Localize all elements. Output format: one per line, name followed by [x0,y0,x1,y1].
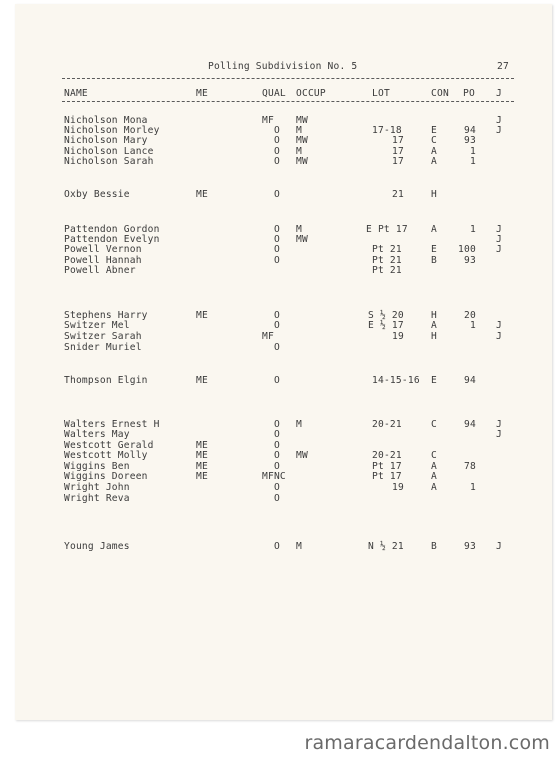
cell-name: Powell Abner [64,265,136,276]
cell-name: Westcott Gerald [64,440,154,451]
cell-lot: E ½ 17 [368,320,404,331]
cell-con: A [431,482,437,493]
cell-qual: O [274,461,280,472]
cell-con: E [431,125,437,136]
cell-name: Nicholson Mona [64,115,148,126]
cell-name: Wright Reva [64,493,130,504]
column-header-name: NAME [64,88,88,99]
cell-po: 78 [464,461,476,472]
cell-name: Snider Muriel [64,342,142,353]
cell-name: Switzer Sarah [64,331,142,342]
cell-occup: MW [296,135,308,146]
cell-qual: O [274,224,280,235]
cell-occup: M [296,146,302,157]
cell-qual: O [274,125,280,136]
cell-me: ME [196,450,208,461]
cell-occup: M [296,224,302,235]
cell-qual: O [274,440,280,451]
cell-occup: MW [296,234,308,245]
cell-me: ME [196,440,208,451]
cell-qual: O [274,541,280,552]
cell-occup: M [296,541,302,552]
cell-lot: 17 [392,135,404,146]
cell-po: 100 [458,244,476,255]
cell-name: Nicholson Sarah [64,156,154,167]
cell-po: 1 [470,224,476,235]
cell-qual: O [274,429,280,440]
cell-lot: Pt 21 [372,265,402,276]
cell-name: Wright John [64,482,130,493]
cell-qual: O [274,450,280,461]
cell-po: 94 [464,419,476,430]
cell-name: Oxby Bessie [64,189,130,200]
cell-lot: 17 [392,156,404,167]
cell-qual: O [274,342,280,353]
cell-j: J [496,244,502,255]
cell-con: C [431,450,437,461]
cell-name: Thompson Elgin [64,375,148,386]
header-top-rule [62,78,514,79]
cell-j: J [496,331,502,342]
table-row [0,376,558,387]
cell-qual: O [274,493,280,504]
cell-qual: O [274,375,280,386]
column-header-qual: QUAL [262,88,286,99]
cell-po: 94 [464,375,476,386]
header-bottom-rule [62,101,514,102]
cell-name: Switzer Mel [64,320,130,331]
cell-po: 93 [464,255,476,266]
column-header-j: J [496,88,502,99]
cell-name: Nicholson Mary [64,135,148,146]
cell-con: B [431,541,437,552]
cell-qual: MF [262,331,274,342]
table-row [0,157,558,168]
cell-po: 93 [464,541,476,552]
cell-con: A [431,224,437,235]
cell-name: Walters Ernest H [64,419,160,430]
cell-name: Wiggins Ben [64,461,130,472]
cell-lot: Pt 21 [372,244,402,255]
cell-j: J [496,125,502,136]
cell-me: ME [196,375,208,386]
cell-qual: O [274,156,280,167]
cell-con: B [431,255,437,266]
cell-j: J [496,419,502,430]
cell-po: 1 [470,146,476,157]
cell-me: ME [196,189,208,200]
cell-con: C [431,419,437,430]
cell-j: J [496,429,502,440]
cell-occup: MW [296,156,308,167]
table-row [0,494,558,505]
cell-qual: O [274,244,280,255]
cell-con: A [431,156,437,167]
cell-lot: 20-21 [372,450,402,461]
cell-qual: O [274,310,280,321]
cell-me: ME [196,461,208,472]
cell-qual: O [274,320,280,331]
cell-con: E [431,375,437,386]
cell-qual: O [274,255,280,266]
cell-lot: Pt 21 [372,255,402,266]
table-row [0,343,558,354]
cell-con: H [431,189,437,200]
cell-name: Nicholson Morley [64,125,160,136]
cell-name: Walters May [64,429,130,440]
cell-lot: N ½ 21 [368,541,404,552]
cell-name: Nicholson Lance [64,146,154,157]
cell-lot: 19 [392,482,404,493]
cell-occup: MW [296,115,308,126]
cell-lot: Pt 17 [372,471,402,482]
cell-j: J [496,541,502,552]
cell-lot: 17-18 [372,125,402,136]
cell-me: ME [196,310,208,321]
cell-qual: O [274,419,280,430]
cell-lot: 20-21 [372,419,402,430]
cell-j: J [496,234,502,245]
document-page [15,4,552,720]
cell-qual: O [274,482,280,493]
cell-po: 1 [470,156,476,167]
cell-occup: M [296,125,302,136]
cell-con: H [431,331,437,342]
column-header-occup: OCCUP [296,88,326,99]
cell-lot: 21 [392,189,404,200]
cell-qual: O [274,234,280,245]
cell-con: E [431,244,437,255]
column-header-po: PO [463,88,475,99]
cell-j: J [496,224,502,235]
column-header-con: CON [431,88,449,99]
cell-po: 1 [470,482,476,493]
cell-qual: MF [262,115,274,126]
page-title: Polling Subdivision No. 5 [208,61,358,72]
cell-name: Westcott Molly [64,450,148,461]
cell-lot: Pt 17 [372,461,402,472]
cell-lot: 17 [392,146,404,157]
cell-name: Stephens Harry [64,310,148,321]
cell-con: A [431,461,437,472]
table-row [0,266,558,277]
cell-qual: MFNC [262,471,286,482]
cell-qual: O [274,135,280,146]
cell-qual: O [274,189,280,200]
cell-name: Wiggins Doreen [64,471,148,482]
cell-j: J [496,115,502,126]
column-header-me: ME [196,88,208,99]
cell-lot: 19 [392,331,404,342]
cell-po: 93 [464,135,476,146]
cell-con: H [431,310,437,321]
cell-con: A [431,471,437,482]
page-number: 27 [497,61,509,72]
cell-lot: 14-15-16 [372,375,420,386]
cell-me: ME [196,471,208,482]
cell-name: Powell Hannah [64,255,142,266]
cell-qual: O [274,146,280,157]
cell-occup: M [296,419,302,430]
table-row [0,190,558,201]
cell-po: 20 [464,310,476,321]
cell-lot: E Pt 17 [366,224,408,235]
cell-name: Pattendon Gordon [64,224,160,235]
cell-po: 94 [464,125,476,136]
cell-con: C [431,135,437,146]
site-watermark: ramaracardendalton.com [304,732,550,754]
cell-con: A [431,146,437,157]
cell-name: Young James [64,541,130,552]
cell-j: J [496,320,502,331]
cell-occup: MW [296,450,308,461]
column-header-lot: LOT [372,88,390,99]
cell-name: Powell Vernon [64,244,142,255]
cell-con: A [431,320,437,331]
cell-name: Pattendon Evelyn [64,234,160,245]
cell-po: 1 [470,320,476,331]
table-row [0,542,558,553]
cell-lot: S ½ 20 [368,310,404,321]
